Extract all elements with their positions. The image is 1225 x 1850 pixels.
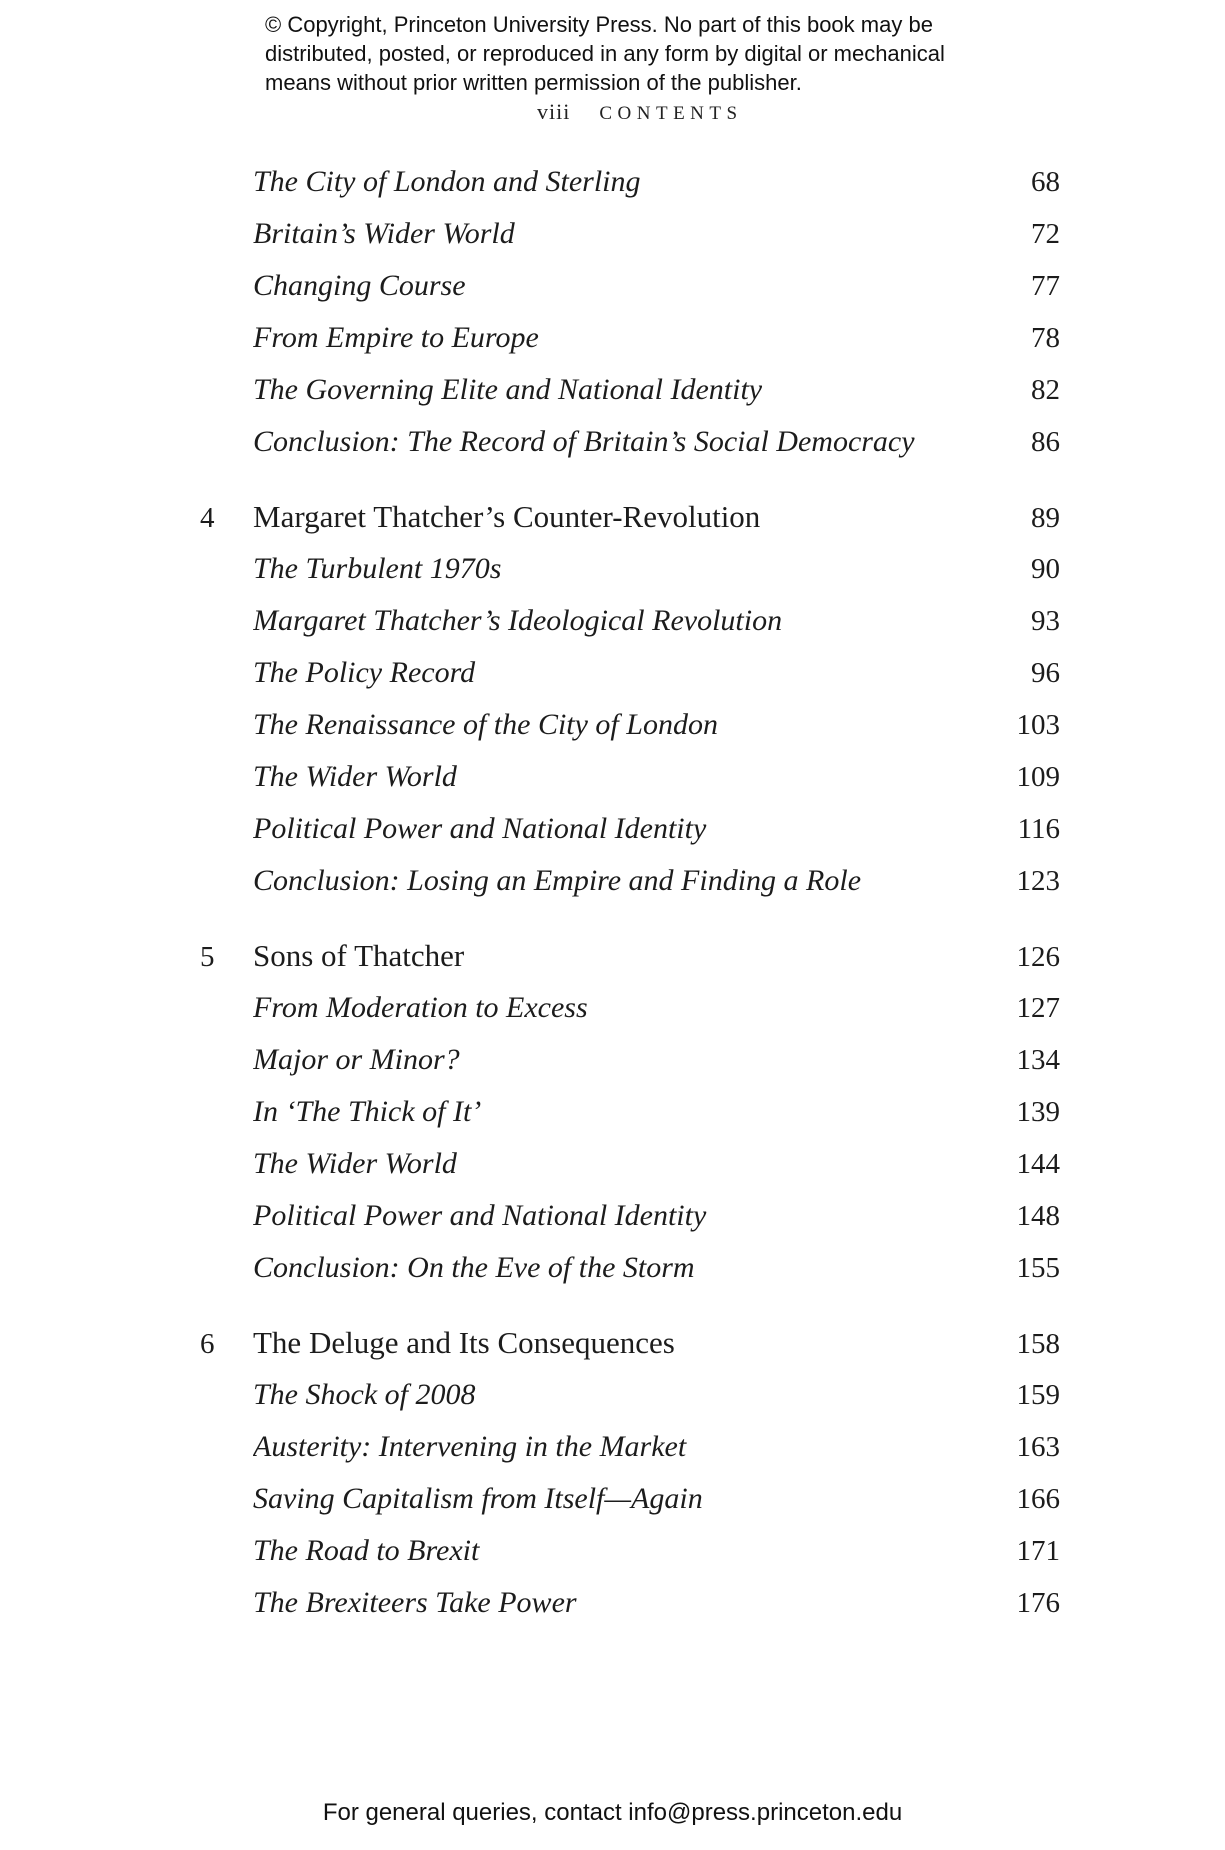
entry-page-number: 103 (1016, 709, 1060, 741)
toc-row (180, 1138, 1060, 1190)
toc-row (180, 1190, 1060, 1242)
entry-title: Political Power and National Identity (253, 1199, 707, 1232)
entry-title: From Empire to Europe (253, 321, 539, 354)
entry-page-number: 116 (1017, 813, 1060, 845)
copyright-line: distributed, posted, or reproduced in any form by digital or mechanical (265, 41, 945, 66)
entry-title: The Shock of 2008 (253, 1378, 476, 1411)
entry-title: The Policy Record (253, 656, 476, 689)
entry-title: Conclusion: The Record of Britain’s Social Democracy (253, 425, 915, 458)
entry-page-number: 93 (1031, 605, 1060, 637)
toc-row (180, 312, 1060, 364)
entry-page-number: 176 (1016, 1587, 1060, 1619)
entry-page-number: 96 (1031, 657, 1060, 689)
entry-page-number: 89 (1031, 502, 1060, 534)
toc-row (180, 208, 1060, 260)
entry-title: Sons of Thatcher (253, 938, 465, 973)
entry-page-number: 158 (1016, 1328, 1060, 1360)
entry-title: The Brexiteers Take Power (253, 1586, 577, 1619)
entry-page-number: 77 (1031, 270, 1060, 302)
entry-title: From Moderation to Excess (253, 991, 588, 1024)
page-folio: viii (537, 99, 571, 124)
entry-page-number: 78 (1031, 322, 1060, 354)
entry-page-number: 163 (1016, 1431, 1060, 1463)
toc-row (180, 1473, 1060, 1525)
entry-page-number: 148 (1016, 1200, 1060, 1232)
entry-page-number: 86 (1031, 426, 1060, 458)
toc-row (180, 1369, 1060, 1421)
toc-row (180, 543, 1060, 595)
entry-title: The Wider World (253, 760, 457, 793)
toc-row (180, 1086, 1060, 1138)
toc-row (180, 491, 1060, 543)
toc-row (180, 1317, 1060, 1369)
chapter-number: 4 (200, 502, 215, 534)
entry-page-number: 144 (1016, 1148, 1060, 1180)
toc-row (180, 416, 1060, 468)
entry-title: Austerity: Intervening in the Market (253, 1430, 687, 1463)
entry-title: The Turbulent 1970s (253, 552, 502, 585)
entry-page-number: 159 (1016, 1379, 1060, 1411)
entry-title: Margaret Thatcher’s Counter-Revolution (253, 499, 761, 534)
running-head (537, 99, 743, 125)
entry-title: The Renaissance of the City of London (253, 708, 718, 741)
entry-page-number: 166 (1016, 1483, 1060, 1515)
footer-text: For general queries, contact info@press.princeton.edu (322, 1799, 903, 1826)
entry-title: Margaret Thatcher’s Ideological Revolution (253, 604, 783, 637)
entry-title: Conclusion: On the Eve of the Storm (253, 1251, 695, 1284)
entry-page-number: 171 (1016, 1535, 1060, 1567)
copyright-notice (265, 10, 985, 97)
entry-page-number: 155 (1016, 1252, 1060, 1284)
entry-page-number: 134 (1016, 1044, 1060, 1076)
entry-title: Changing Course (253, 269, 466, 302)
entry-title: In ‘The Thick of It’ (253, 1095, 482, 1128)
entry-page-number: 127 (1016, 992, 1060, 1024)
toc-row (180, 647, 1060, 699)
toc-row (180, 1577, 1060, 1629)
toc-row (180, 1525, 1060, 1577)
entry-title: The Wider World (253, 1147, 457, 1180)
toc-row (180, 1034, 1060, 1086)
running-head-title: CONTENTS (599, 103, 743, 124)
entry-title: Saving Capitalism from Itself—Again (253, 1482, 703, 1515)
toc-row (180, 930, 1060, 982)
entry-page-number: 68 (1031, 166, 1060, 198)
entry-page-number: 126 (1016, 941, 1060, 973)
entry-page-number: 82 (1031, 374, 1060, 406)
toc-row (180, 260, 1060, 312)
toc-row (180, 751, 1060, 803)
chapter-number: 5 (200, 941, 215, 973)
entry-title: Britain’s Wider World (253, 217, 515, 250)
entry-title: The City of London and Sterling (253, 165, 641, 198)
entry-title: Major or Minor? (253, 1043, 460, 1076)
entry-title: Political Power and National Identity (253, 812, 707, 845)
toc-row (180, 595, 1060, 647)
entry-title: The Road to Brexit (253, 1534, 480, 1567)
entry-title: Conclusion: Losing an Empire and Finding a Role (253, 864, 862, 897)
footer-queries (0, 1798, 1225, 1828)
toc-row (180, 699, 1060, 751)
chapter-number: 6 (200, 1328, 215, 1360)
copyright-line: © Copyright, Princeton University Press. No part of this book may be (265, 12, 933, 37)
toc-row (180, 1421, 1060, 1473)
entry-page-number: 139 (1016, 1096, 1060, 1128)
entry-title: The Deluge and Its Consequences (253, 1325, 675, 1360)
entry-page-number: 90 (1031, 553, 1060, 585)
copyright-line: means without prior written permission of the publisher. (265, 70, 802, 95)
entry-page-number: 109 (1016, 761, 1060, 793)
entry-page-number: 72 (1031, 218, 1060, 250)
toc-row (180, 855, 1060, 907)
entry-page-number: 123 (1016, 865, 1060, 897)
toc-row (180, 364, 1060, 416)
toc-row (180, 982, 1060, 1034)
toc-row (180, 803, 1060, 855)
entry-title: The Governing Elite and National Identity (253, 373, 763, 406)
toc-row (180, 1242, 1060, 1294)
toc-row (180, 156, 1060, 208)
table-of-contents (180, 156, 1060, 1629)
